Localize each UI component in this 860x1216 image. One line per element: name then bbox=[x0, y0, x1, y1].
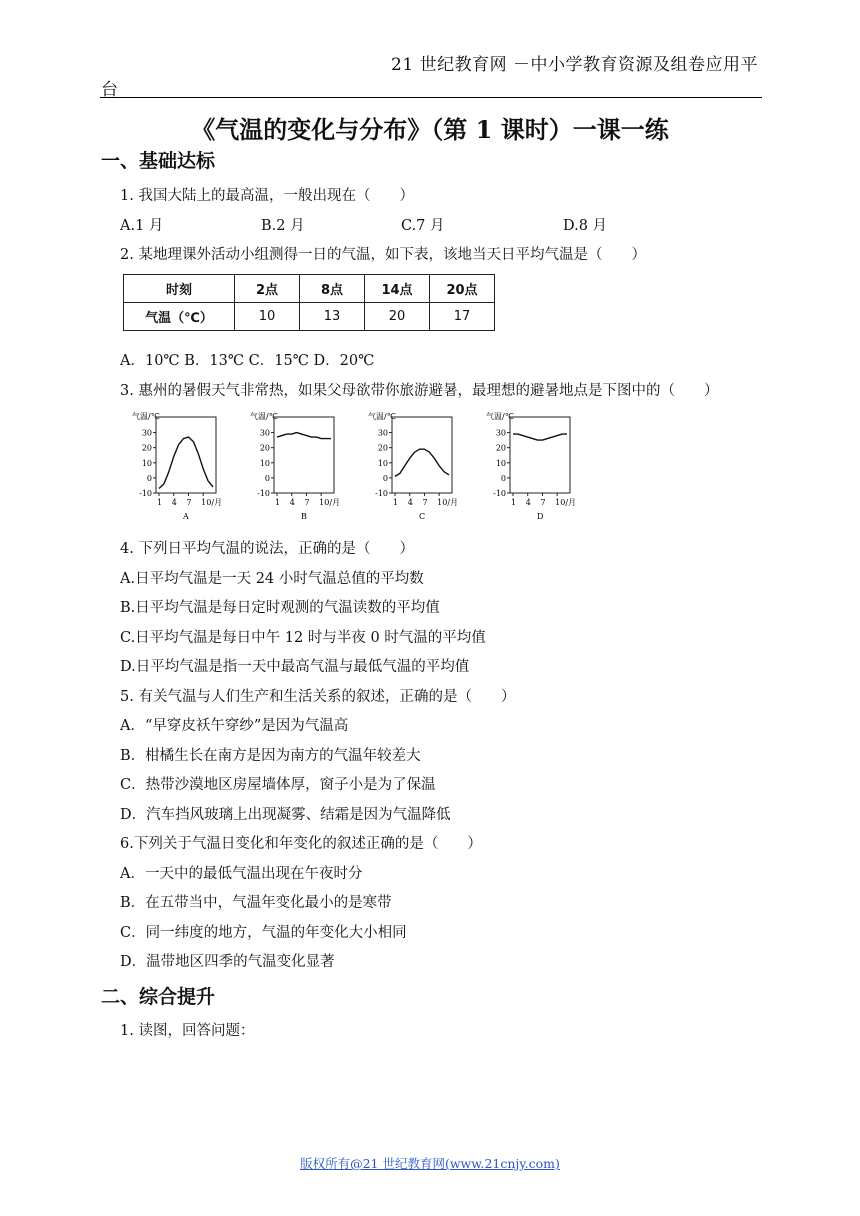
y-tick-label: 30 bbox=[495, 428, 506, 438]
temperature-curve bbox=[395, 449, 449, 476]
table-cell: 14点 bbox=[365, 275, 430, 303]
y-tick-label: 20 bbox=[259, 443, 270, 453]
chart-panel-c bbox=[368, 411, 458, 521]
temperature-curve bbox=[159, 437, 213, 488]
y-tick-label: 30 bbox=[377, 428, 388, 438]
question-6-option-a: A．一天中的最低气温出现在午夜时分 bbox=[120, 866, 363, 882]
x-tick-label: 10/月 bbox=[201, 498, 223, 507]
y-axis-label: 气温/℃ bbox=[132, 412, 160, 421]
section-heading-advanced: 二、综合提升 bbox=[101, 986, 216, 1008]
question-4-option-c: C.日平均气温是每日中午 12 时与半夜 0 时气温的平均值 bbox=[120, 630, 486, 646]
table-row bbox=[124, 275, 495, 303]
chart-panel-a bbox=[132, 411, 222, 521]
temperature-curve bbox=[513, 434, 567, 440]
y-tick-label: 0 bbox=[146, 473, 152, 483]
question-4-option-d: D.日平均气温是指一天中最高气温与最低气温的平均值 bbox=[120, 659, 470, 675]
y-axis-label: 气温/℃ bbox=[368, 412, 396, 421]
question-4-stem: 4. 下列日平均气温的说法，正确的是（ ） bbox=[120, 541, 414, 557]
y-tick-label: -10 bbox=[257, 489, 270, 498]
question-6-option-b: B．在五带当中，气温年变化最小的是寒带 bbox=[120, 895, 392, 911]
table-cell: 气温（℃） bbox=[124, 303, 235, 331]
y-tick-label: 10 bbox=[377, 458, 388, 468]
x-tick-label: 10/月 bbox=[555, 498, 577, 507]
y-axis-label: 气温/℃ bbox=[250, 412, 278, 421]
x-tick-label: 4 bbox=[525, 498, 531, 507]
y-tick-label: 0 bbox=[382, 473, 388, 483]
copyright-link[interactable]: 版权所有@21 世纪教育网(www.21cnjy.com) bbox=[300, 1156, 560, 1171]
y-tick-label: 20 bbox=[377, 443, 388, 453]
table-cell: 17 bbox=[430, 303, 495, 331]
y-tick-label: 10 bbox=[495, 458, 506, 468]
temperature-curve bbox=[277, 433, 331, 439]
section-heading-basic: 一、基础达标 bbox=[101, 150, 216, 172]
question-2-stem: 2. 某地理课外活动小组测得一日的气温，如下表，该地当天日平均气温是（ ） bbox=[120, 247, 646, 263]
question-6-option-c: C．同一纬度的地方，气温的年变化大小相同 bbox=[120, 925, 407, 941]
header-site-line-wrap: 台 bbox=[101, 80, 118, 100]
question-7-stem: 1. 读图，回答问题： bbox=[120, 1023, 255, 1039]
question-1-option-c: C.7 月 bbox=[401, 218, 445, 234]
table-cell: 时刻 bbox=[124, 275, 235, 303]
header-divider bbox=[100, 97, 762, 98]
y-tick-label: 20 bbox=[495, 443, 506, 453]
question-4-option-a: A.日平均气温是一天 24 小时气温总值的平均数 bbox=[120, 571, 424, 587]
question-5-option-d: D．汽车挡风玻璃上出现凝雾、结霜是因为气温降低 bbox=[120, 807, 451, 823]
y-tick-label: 20 bbox=[141, 443, 152, 453]
y-tick-label: 30 bbox=[141, 428, 152, 438]
x-tick-label: 7 bbox=[540, 498, 546, 507]
question-5-option-b: B．柑橘生长在南方是因为南方的气温年较差大 bbox=[120, 748, 421, 764]
plot-frame bbox=[392, 417, 452, 493]
chart-panel-b bbox=[250, 411, 340, 521]
x-tick-label: 7 bbox=[304, 498, 310, 507]
climate-charts bbox=[122, 405, 577, 525]
x-tick-label: 1 bbox=[511, 498, 517, 507]
y-tick-label: 10 bbox=[141, 458, 152, 468]
question-4-option-b: B.日平均气温是每日定时观测的气温读数的平均值 bbox=[120, 600, 440, 616]
x-tick-label: 4 bbox=[289, 498, 295, 507]
x-tick-label: 7 bbox=[186, 498, 192, 507]
question-6-stem: 6.下列关于气温日变化和年变化的叙述正确的是（ ） bbox=[120, 836, 482, 852]
question-3-stem: 3. 惠州的暑假天气非常热，如果父母欲带你旅游避暑，最理想的避暑地点是下图中的（ ） bbox=[120, 383, 719, 399]
temperature-table bbox=[123, 274, 495, 331]
question-5-option-c: C．热带沙漠地区房屋墙体厚，窗子小是为了保温 bbox=[120, 777, 436, 793]
y-tick-label: -10 bbox=[139, 489, 152, 498]
chart-label: A bbox=[183, 512, 189, 521]
x-tick-label: 1 bbox=[157, 498, 163, 507]
x-tick-label: 1 bbox=[275, 498, 281, 507]
question-1-option-d: D.8 月 bbox=[563, 218, 608, 234]
chart-label: D bbox=[537, 512, 544, 521]
table-cell: 13 bbox=[300, 303, 365, 331]
plot-frame bbox=[274, 417, 334, 493]
y-axis-label: 气温/℃ bbox=[486, 412, 514, 421]
question-5-stem: 5. 有关气温与人们生产和生活关系的叙述，正确的是（ ） bbox=[120, 689, 516, 705]
x-tick-label: 10/月 bbox=[319, 498, 341, 507]
question-6-option-d: D．温带地区四季的气温变化显著 bbox=[120, 954, 335, 970]
y-tick-label: 30 bbox=[259, 428, 270, 438]
y-tick-label: -10 bbox=[493, 489, 506, 498]
x-tick-label: 7 bbox=[422, 498, 428, 507]
question-2-options: A．10℃ B．13℃ C．15℃ D．20℃ bbox=[120, 353, 375, 369]
table-cell: 20 bbox=[365, 303, 430, 331]
table-cell: 8点 bbox=[300, 275, 365, 303]
chart-label: C bbox=[419, 512, 426, 521]
y-tick-label: 0 bbox=[264, 473, 270, 483]
y-tick-label: -10 bbox=[375, 489, 388, 498]
question-5-option-a: A．“早穿皮袄午穿纱”是因为气温高 bbox=[120, 718, 349, 734]
chart-label: B bbox=[301, 512, 307, 521]
question-1-stem: 1. 我国大陆上的最高温，一般出现在（ ） bbox=[120, 188, 414, 204]
question-1-option-a: A.1 月 bbox=[120, 218, 164, 234]
header-site-line: 21 世纪教育网 －中小学教育资源及组卷应用平 bbox=[391, 55, 758, 75]
table-cell: 10 bbox=[235, 303, 300, 331]
y-tick-label: 10 bbox=[259, 458, 270, 468]
plot-frame bbox=[510, 417, 570, 493]
chart-panel-d bbox=[486, 411, 576, 521]
x-tick-label: 4 bbox=[407, 498, 413, 507]
page-title: 《气温的变化与分布》（第 1 课时）一课一练 bbox=[191, 115, 669, 144]
y-tick-label: 0 bbox=[500, 473, 506, 483]
table-row bbox=[124, 303, 495, 331]
x-tick-label: 10/月 bbox=[437, 498, 459, 507]
table-cell: 20点 bbox=[430, 275, 495, 303]
table-cell: 2点 bbox=[235, 275, 300, 303]
question-1-option-b: B.2 月 bbox=[261, 218, 305, 234]
x-tick-label: 4 bbox=[171, 498, 177, 507]
x-tick-label: 1 bbox=[393, 498, 399, 507]
